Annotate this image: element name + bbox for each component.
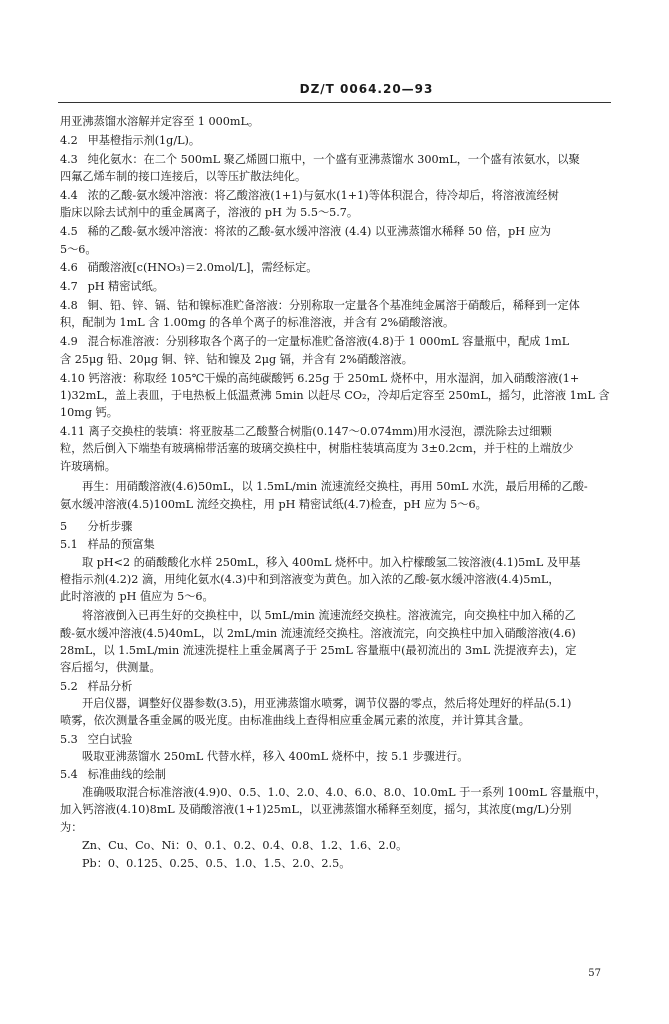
paragraph-text: 28mL，以 1.5mL/min 流速洗提柱上重金属离子于 25mL 容量瓶中(最初流出的 3mL 洗提液弃去)，定 xyxy=(60,643,577,657)
section-title: 样品分析 xyxy=(87,679,133,693)
paragraph-5-4 xyxy=(60,784,611,836)
text-line: 用亚沸蒸馏水溶解并定容至 1 000mL。 xyxy=(60,115,260,128)
section-text: 脂床以除去试剂中的重金属离子，溶液的 pH 为 5.5～5.7。 xyxy=(60,206,359,220)
paragraph-text: 再生：用硝酸溶液(4.6)50mL，以 1.5mL/min 流速流经交换柱，再用 50mL 水洗，最后用稀的乙酸- xyxy=(82,480,588,494)
section-5-4-heading xyxy=(60,766,611,783)
section-text: 1)32mL，盖上表皿，于电热板上低温煮沸 5min 以赶尽 CO₂，冷却后定容至 250mL，摇匀，此溶液 1mL 含 xyxy=(60,388,610,402)
section-text: 稀的乙酸-氨水缓冲溶液：将浓的乙酸-氨水缓冲溶液 (4.4) 以亚沸蒸馏水稀释 50 倍，pH 应为 xyxy=(87,225,551,239)
concentration-list xyxy=(60,837,611,872)
section-text: 纯化氨水：在二个 500mL 聚乙烯圆口瓶中，一个盛有亚沸蒸馏水 300mL，一个盛有浓氨水，以聚 xyxy=(87,152,580,166)
standard-code: DZ/T 0064.20—93 xyxy=(299,82,434,96)
page-header xyxy=(0,80,669,99)
section-number: 5.2 xyxy=(60,679,78,693)
concentration-line: Zn、Cu、Co、Ni：0、0.1、0.2、0.4、0.8、1.2、1.6、2.0。 xyxy=(82,839,408,853)
section-number: 4.6 xyxy=(60,261,78,275)
paragraph-5-3 xyxy=(60,748,611,765)
section-number: 5.4 xyxy=(60,768,78,782)
section-4-6 xyxy=(60,259,611,276)
section-5-1-heading xyxy=(60,536,611,553)
section-number: 4.2 xyxy=(60,133,78,147)
section-text: 积，配制为 1mL 含 1.00mg 的各单个离子的标准溶液，并含有 2%硝酸溶液。 xyxy=(60,316,455,330)
section-title: 样品的预富集 xyxy=(87,538,155,552)
section-4-8 xyxy=(60,297,611,332)
section-text: 10mg 钙。 xyxy=(60,406,118,420)
document-body xyxy=(60,113,611,872)
section-text: 钙溶液：称取经 105℃干燥的高纯碳酸钙 6.25g 于 250mL 烧杯中，用水湿润，加入硝酸溶液(1+ xyxy=(88,371,580,385)
section-text: 铜、铅、锌、镉、钴和镍标准贮备溶液：分别称取一定量各个基准纯金属溶于硝酸后，稀释到一定体 xyxy=(87,299,580,313)
paragraph-5-1-b xyxy=(60,607,611,676)
paragraph-text: 容后摇匀，供测量。 xyxy=(60,661,161,675)
section-number: 4.8 xyxy=(60,299,78,313)
paragraph-5-1-a xyxy=(60,554,611,606)
paragraph-text: 将溶液倒入已再生好的交换柱中，以 5mL/min 流速流经交换柱。溶液流完，向交换柱中加入稀的乙 xyxy=(82,609,576,623)
concentration-line: Pb：0、0.125、0.25、0.5、1.0、1.5、2.0、2.5。 xyxy=(82,856,351,870)
page-number: 57 xyxy=(588,968,601,979)
header-divider xyxy=(58,102,611,103)
section-title: 空白试验 xyxy=(87,732,133,746)
section-4-4 xyxy=(60,187,611,222)
section-text: 含 25μg 铅、20μg 铜、锌、钴和镍及 2μg 镉，并含有 2%硝酸溶液。 xyxy=(60,352,413,366)
section-number: 5.1 xyxy=(60,538,78,552)
paragraph-text: 取 pH<2 的硝酸酸化水样 250mL，移入 400mL 烧杯中。加入柠檬酸氢二铵溶液(4.1)5mL 及甲基 xyxy=(82,555,581,569)
paragraph-text: 橙指示剂(4.2)2 滴，用纯化氨水(4.3)中和到溶液变为黄色。加入浓的乙酸-氨水缓冲溶液(4.4)5mL， xyxy=(60,572,560,586)
section-number: 5 xyxy=(60,519,68,533)
paragraph-text: 准确吸取混合标准溶液(4.9)0、0.5、1.0、2.0、4.0、6.0、8.0、10.0mL 于一系列 100mL 容量瓶中， xyxy=(82,785,607,799)
paragraph-text: 开启仪器，调整好仪器参数(3.5)，用亚沸蒸馏水喷雾，调节仪器的零点，然后将处理好的样品(5.1) xyxy=(82,697,572,710)
section-number: 4.4 xyxy=(60,188,78,202)
section-text: pH 精密试纸。 xyxy=(87,280,164,294)
section-number: 5.3 xyxy=(60,732,78,746)
section-text: 四氟乙烯车制的接口连接后，以等压扩散法纯化。 xyxy=(60,170,307,184)
section-text: 混合标准溶液：分别移取各个离子的一定量标准贮备溶液(4.8)于 1 000mL 容量瓶中，配成 1mL xyxy=(87,335,570,349)
section-number: 4.9 xyxy=(60,335,78,349)
section-4-9 xyxy=(60,333,611,368)
paragraph-text: 吸取亚沸蒸馏水 250mL 代替水样，移入 400mL 烧杯中，按 5.1 步骤进行。 xyxy=(82,750,469,764)
section-4-7 xyxy=(60,278,611,295)
regeneration-paragraph xyxy=(60,478,611,513)
paragraph-text: 酸-氨水缓冲溶液(4.5)40mL，以 2mL/min 流速流经交换柱。溶液流完，向交换柱中加入硝酸溶液(4.6) xyxy=(60,626,576,640)
section-title: 分析步骤 xyxy=(87,519,133,533)
paragraph-text: 为： xyxy=(60,820,83,834)
section-text: 硝酸溶液[c(HNO₃)＝2.0mol/L]，需经标定。 xyxy=(87,261,318,275)
section-4-11 xyxy=(60,423,611,475)
paragraph-text: 喷雾，依次测量各重金属的吸光度。由标准曲线上查得相应重金属元素的浓度，并计算其含量。 xyxy=(60,714,530,728)
section-text: 粒，然后倒入下端垫有玻璃棉带活塞的玻璃交换柱中，树脂柱装填高度为 3±0.2cm，并于柱的上端放少 xyxy=(60,442,574,456)
section-text: 甲基橙指示剂(1g/L)。 xyxy=(87,133,201,147)
section-4-2 xyxy=(60,132,611,149)
section-text: 浓的乙酸-氨水缓冲溶液：将乙酸溶液(1+1)与氨水(1+1)等体积混合，待冷却后，将溶液流经树 xyxy=(87,188,559,202)
section-number: 4.7 xyxy=(60,280,78,294)
section-5-3-heading xyxy=(60,731,611,748)
section-number: 4.3 xyxy=(60,152,78,166)
paragraph-text: 氨水缓冲溶液(4.5)100mL 流经交换柱，用 pH 精密试纸(4.7)检查，pH 应为 5～6。 xyxy=(60,497,487,511)
paragraph-text: 此时溶液的 pH 值应为 5～6。 xyxy=(60,590,214,604)
section-text: 5～6。 xyxy=(60,242,97,256)
section-text: 许玻璃棉。 xyxy=(60,459,116,473)
paragraph-text: 加入钙溶液(4.10)8mL 及硝酸溶液(1+1)25mL，以亚沸蒸馏水稀释至刻度，摇匀，其浓度(mg/L)分别 xyxy=(60,803,572,817)
section-text: 离子交换柱的装填：将亚胺基二乙酸螯合树脂(0.147～0.074mm)用水浸泡，漂洗除去过细颗 xyxy=(88,425,552,439)
section-4-10 xyxy=(60,370,611,422)
section-number: 4.10 xyxy=(60,371,85,385)
section-4-5 xyxy=(60,223,611,258)
section-4-3 xyxy=(60,151,611,186)
section-number: 4.11 xyxy=(60,425,85,439)
paragraph-5-2 xyxy=(60,695,611,730)
section-number: 4.5 xyxy=(60,225,78,239)
section-5-2-heading xyxy=(60,678,611,695)
section-5-heading xyxy=(60,518,611,535)
section-title: 标准曲线的绘制 xyxy=(87,768,166,782)
